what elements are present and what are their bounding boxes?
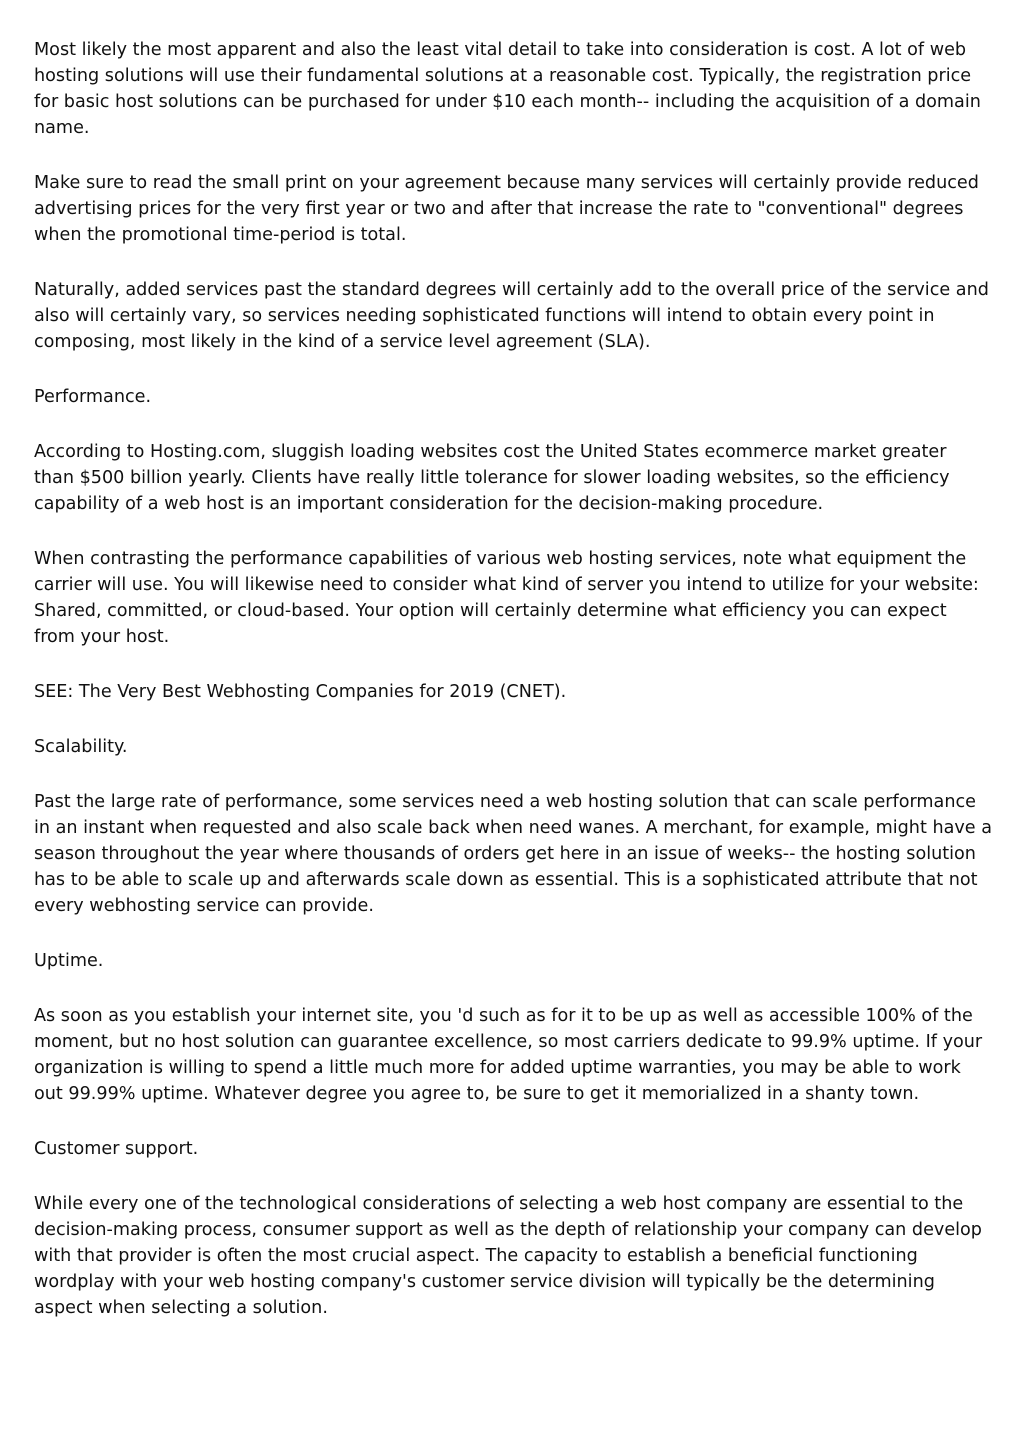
paragraph-scalability: Past the large rate of performance, some services need a web hosting solution that can scale performance in an instant when requested and also scale back when need wanes. A merchant, for example, might have a season throughout the year where thousands of orders get here in an issue of weeks-- the hosting solution has to be able to scale up and afterwards scale down as essential. This is a sophisticated attribute that not every webhosting service can provide. bbox=[34, 792, 992, 916]
paragraph-server-types: When contrasting the performance capabilities of various web hosting services, note what equipment the carrier will use. You will likewise need to consider what kind of server you intend to utilize for your website: Shared, committed, or cloud-based. Your option will certainly determine what efficiency you can expect from your host. bbox=[34, 549, 979, 647]
paragraph-see-reference: SEE: The Very Best Webhosting Companies for 2019 (CNET). bbox=[34, 682, 567, 702]
paragraph-cost-intro: Most likely the most apparent and also the least vital detail to take into consideration is cost. A lot of web hosting solutions will use their fundamental solutions at a reasonable cost. Typically, the registration price for basic host solutions can be purchased for under $10 each month-- including the acquisition of a domain name. bbox=[34, 40, 981, 138]
paragraph-loading-speed: According to Hosting.com, sluggish loading websites cost the United States ecommerce market greater than $500 billion yearly. Clients have really little tolerance for slower loading websites, so the efficiency capability of a web host is an important consideration for the decision-making procedure. bbox=[34, 442, 950, 514]
heading-performance: Performance. bbox=[34, 387, 152, 407]
heading-customer-support: Customer support. bbox=[34, 1139, 199, 1159]
document-body bbox=[34, 37, 992, 1350]
heading-uptime: Uptime. bbox=[34, 951, 104, 971]
paragraph-uptime: As soon as you establish your internet site, you 'd such as for it to be up as well as accessible 100% of the moment, but no host solution can guarantee excellence, so most carriers dedicate to 99.9% uptime. If your organization is willing to spend a little much more for added uptime warranties, you may be able to work out 99.99% uptime. Whatever degree you agree to, be sure to get it memorialized in a shanty town. bbox=[34, 1006, 983, 1104]
paragraph-promotional-pricing: Make sure to read the small print on your agreement because many services will certainly provide reduced advertising prices for the very first year or two and after that increase the rate to "conventional" degrees when the promotional time-period is total. bbox=[34, 173, 979, 245]
paragraph-added-services: Naturally, added services past the standard degrees will certainly add to the overall price of the service and also will certainly vary, so services needing sophisticated functions will intend to obtain every point in composing, most likely in the kind of a service level agreement (SLA). bbox=[34, 280, 989, 352]
paragraph-customer-support: While every one of the technological considerations of selecting a web host company are essential to the decision-making process, consumer support as well as the depth of relationship your company can develop with that provider is often the most crucial aspect. The capacity to establish a beneficial functioning wordplay with your web hosting company's customer service division will typically be the determining aspect when selecting a solution. bbox=[34, 1194, 982, 1318]
heading-scalability: Scalability. bbox=[34, 737, 128, 757]
